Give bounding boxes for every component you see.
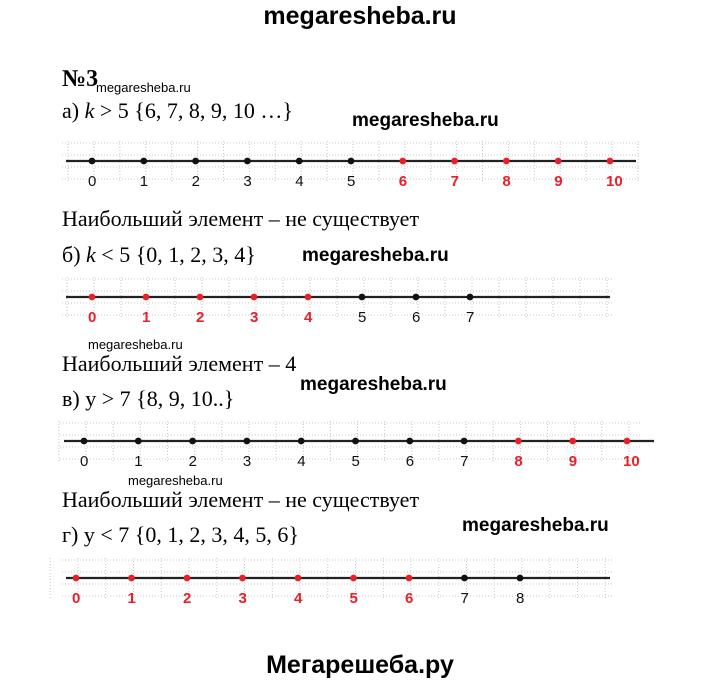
point [555, 158, 562, 165]
tick-label: 2 [188, 453, 197, 470]
tick-label: 6 [398, 173, 408, 190]
point [140, 158, 147, 165]
tick-label: 1 [139, 173, 149, 190]
tick-label: 7 [450, 173, 459, 190]
point [517, 575, 524, 582]
point [81, 438, 88, 445]
tick-label: 5 [349, 590, 358, 607]
point [197, 294, 204, 301]
part-d-relation: < 7 [100, 522, 130, 547]
part-b-variable: k [86, 242, 96, 267]
tick-label: 8 [516, 590, 525, 607]
part-c-statement [62, 386, 234, 412]
point [406, 438, 413, 445]
tick-label: 9 [554, 173, 563, 190]
watermark-big: megaresheba.ru [302, 245, 449, 266]
number-line-a [0, 133, 720, 195]
part-c-label: в) [62, 386, 80, 411]
point [89, 158, 96, 165]
point [73, 575, 80, 582]
point [244, 438, 251, 445]
tick-label: 1 [127, 590, 136, 607]
point [296, 158, 303, 165]
tick-label: 2 [196, 309, 205, 326]
part-a-set: {6, 7, 8, 9, 10 …} [134, 98, 293, 123]
point [350, 575, 357, 582]
tick-label: 1 [142, 309, 151, 326]
tick-label: 3 [238, 590, 247, 607]
part-d-label: г) [62, 522, 79, 547]
point [406, 575, 413, 582]
tick-label: 3 [242, 453, 252, 470]
point [569, 438, 576, 445]
point [607, 158, 614, 165]
point [359, 294, 366, 301]
tick-label: 3 [250, 309, 259, 326]
tick-label: 4 [297, 453, 306, 470]
tick-label: 0 [80, 453, 89, 470]
part-b-statement [62, 242, 256, 268]
tick-label: 6 [405, 453, 415, 470]
point [244, 158, 251, 165]
tick-label: 5 [351, 453, 360, 470]
part-a-label: а) [62, 98, 80, 123]
watermark-small: megaresheba.ru [128, 473, 223, 488]
tick-label: 5 [347, 173, 356, 190]
problem-number: №3 [62, 66, 99, 92]
site-header: megaresheba.ru [263, 2, 457, 30]
number-line-c [0, 413, 720, 475]
tick-label: 4 [295, 173, 304, 190]
point [135, 438, 142, 445]
watermark-small: megaresheba.ru [88, 337, 183, 352]
tick-label: 10 [623, 453, 640, 470]
tick-label: 4 [294, 590, 303, 607]
point [89, 294, 96, 301]
part-b-conclusion: Наибольший элемент – 4 [62, 351, 297, 376]
part-c-conclusion: Наибольший элемент – не существует [62, 487, 420, 512]
tick-label: 10 [606, 173, 623, 190]
tick-label: 3 [243, 173, 252, 190]
point [503, 158, 510, 165]
point [413, 294, 420, 301]
point [128, 575, 135, 582]
tick-label: 6 [412, 309, 421, 326]
site-footer: Мегарешеба.ру [266, 651, 454, 679]
tick-label: 1 [134, 453, 143, 470]
tick-label: 4 [304, 309, 313, 326]
watermark-big: megaresheba.ru [352, 110, 499, 131]
part-d-variable: у [83, 522, 95, 547]
part-a-conclusion: Наибольший элемент – не существует [62, 206, 420, 231]
tick-label: 0 [88, 173, 97, 190]
point [143, 294, 150, 301]
part-a-statement [62, 98, 293, 124]
point [461, 575, 468, 582]
part-c-variable: у [85, 386, 97, 411]
point [352, 438, 359, 445]
watermark-big: megaresheba.ru [462, 515, 609, 536]
point [399, 158, 406, 165]
point [295, 575, 302, 582]
part-a-variable: k [84, 98, 95, 123]
part-c-set: {8, 9, 10..} [136, 386, 235, 411]
watermark-small: megaresheba.ru [96, 80, 191, 95]
watermark-big: megaresheba.ru [300, 374, 447, 395]
tick-label: 7 [460, 453, 469, 470]
part-a-relation: > 5 [99, 98, 129, 123]
part-b-set: {0, 1, 2, 3, 4} [135, 242, 256, 267]
point [298, 438, 305, 445]
point [515, 438, 522, 445]
point [624, 438, 631, 445]
point [467, 294, 474, 301]
part-b-label: б) [62, 242, 81, 267]
point [189, 438, 196, 445]
tick-label: 9 [568, 453, 578, 470]
tick-label: 7 [460, 590, 469, 607]
number-line-b [0, 269, 720, 331]
part-d-set: {0, 1, 2, 3, 4, 5, 6} [134, 522, 299, 547]
part-c-relation: > 7 [101, 386, 131, 411]
tick-label: 0 [88, 309, 97, 326]
tick-label: 6 [405, 590, 414, 607]
tick-label: 8 [514, 453, 523, 470]
point [239, 575, 246, 582]
point [192, 158, 199, 165]
point [305, 294, 312, 301]
point [451, 158, 458, 165]
tick-label: 5 [358, 309, 367, 326]
tick-label: 2 [191, 173, 200, 190]
point [184, 575, 191, 582]
point [461, 438, 468, 445]
point [348, 158, 355, 165]
part-d-statement [62, 522, 299, 548]
number-line-d [0, 550, 720, 612]
tick-label: 8 [502, 173, 511, 190]
tick-label: 7 [466, 309, 475, 326]
point [251, 294, 258, 301]
part-b-relation: < 5 [101, 242, 131, 267]
tick-label: 0 [72, 590, 81, 607]
tick-label: 2 [183, 590, 192, 607]
